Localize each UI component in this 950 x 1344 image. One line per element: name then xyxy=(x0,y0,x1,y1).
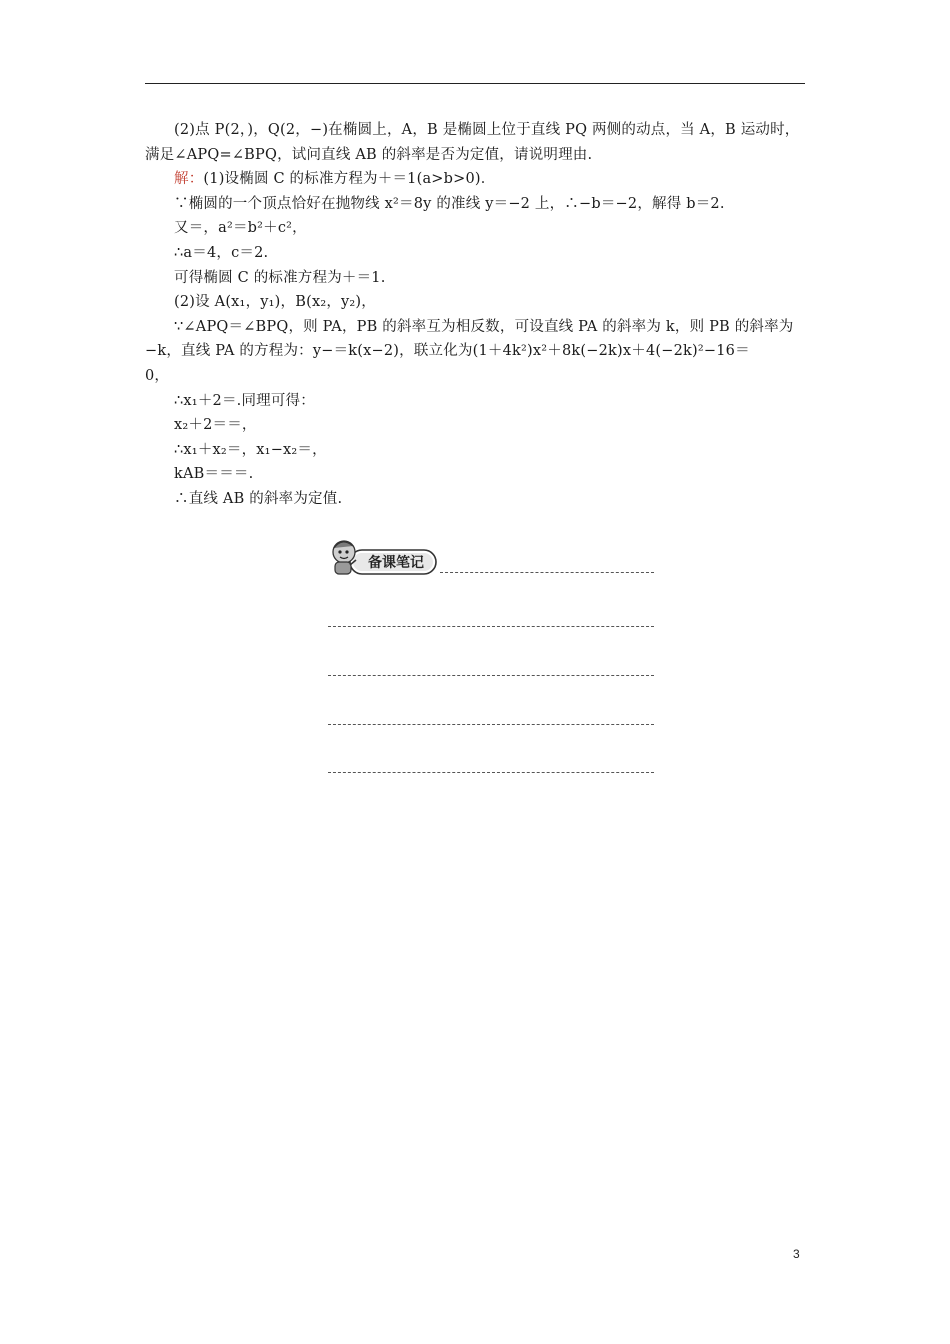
problem-line-2: 满足∠APQ=∠BPQ，试问直线 AB 的斜率是否为定值，请说明理由. xyxy=(145,146,593,163)
solution-line-13: kAB＝＝＝. xyxy=(174,466,254,483)
solution-line-9: 0， xyxy=(145,367,170,384)
solution-line-11: x₂＋2＝＝， xyxy=(174,417,257,434)
note-line xyxy=(328,772,654,773)
solution-line-1 xyxy=(145,167,807,192)
note-line xyxy=(328,675,654,676)
lesson-notes-badge-text: 备课笔记 xyxy=(368,555,424,571)
cartoon-mascot-icon xyxy=(328,538,438,578)
header-rule xyxy=(145,83,805,84)
solution-line-10: ∴x₁＋2＝.同理可得： xyxy=(174,392,315,409)
document-body xyxy=(145,118,807,512)
solution-line-6: (2)设 A(x₁，y₁)，B(x₂，y₂)， xyxy=(174,294,376,311)
page-number: 3 xyxy=(793,1247,800,1261)
solution-line-8: −k，直线 PA 的方程为：y−＝k(x−2)，联立化为(1＋4k²)x²＋8k(−2k)x＋4(−2k)²−16＝ xyxy=(145,343,750,360)
lesson-notes-badge xyxy=(328,538,438,578)
solution-text-1: (1)设椭圆 C 的标准方程为＋＝1(a>b>0)． xyxy=(203,171,496,188)
solution-line-4: ∴a＝4，c＝2. xyxy=(174,244,269,261)
solution-line-3: 又＝，a²＝b²＋c²， xyxy=(174,220,307,237)
solution-line-2: ∵椭圆的一个顶点恰好在抛物线 x²＝8y 的准线 y＝−2 上，∴−b＝−2，解得 b＝2. xyxy=(174,195,725,212)
note-line xyxy=(440,572,654,573)
solution-label: 解： xyxy=(174,171,204,188)
solution-line-14: ∴直线 AB 的斜率为定值. xyxy=(174,490,343,507)
note-line xyxy=(328,724,654,725)
note-line xyxy=(328,626,654,627)
solution-line-7: ∵∠APQ＝∠BPQ，则 PA，PB 的斜率互为相反数，可设直线 PA 的斜率为 k，则 PB 的斜率为 xyxy=(174,318,794,335)
problem-line-1: (2)点 P(2，)，Q(2，−)在椭圆上，A，B 是椭圆上位于直线 PQ 两侧的动点，当 A，B 运动时， xyxy=(174,122,800,138)
solution-line-5: 可得椭圆 C 的标准方程为＋＝1. xyxy=(174,269,386,286)
solution-line-12: ∴x₁＋x₂＝，x₁−x₂＝， xyxy=(174,441,327,458)
